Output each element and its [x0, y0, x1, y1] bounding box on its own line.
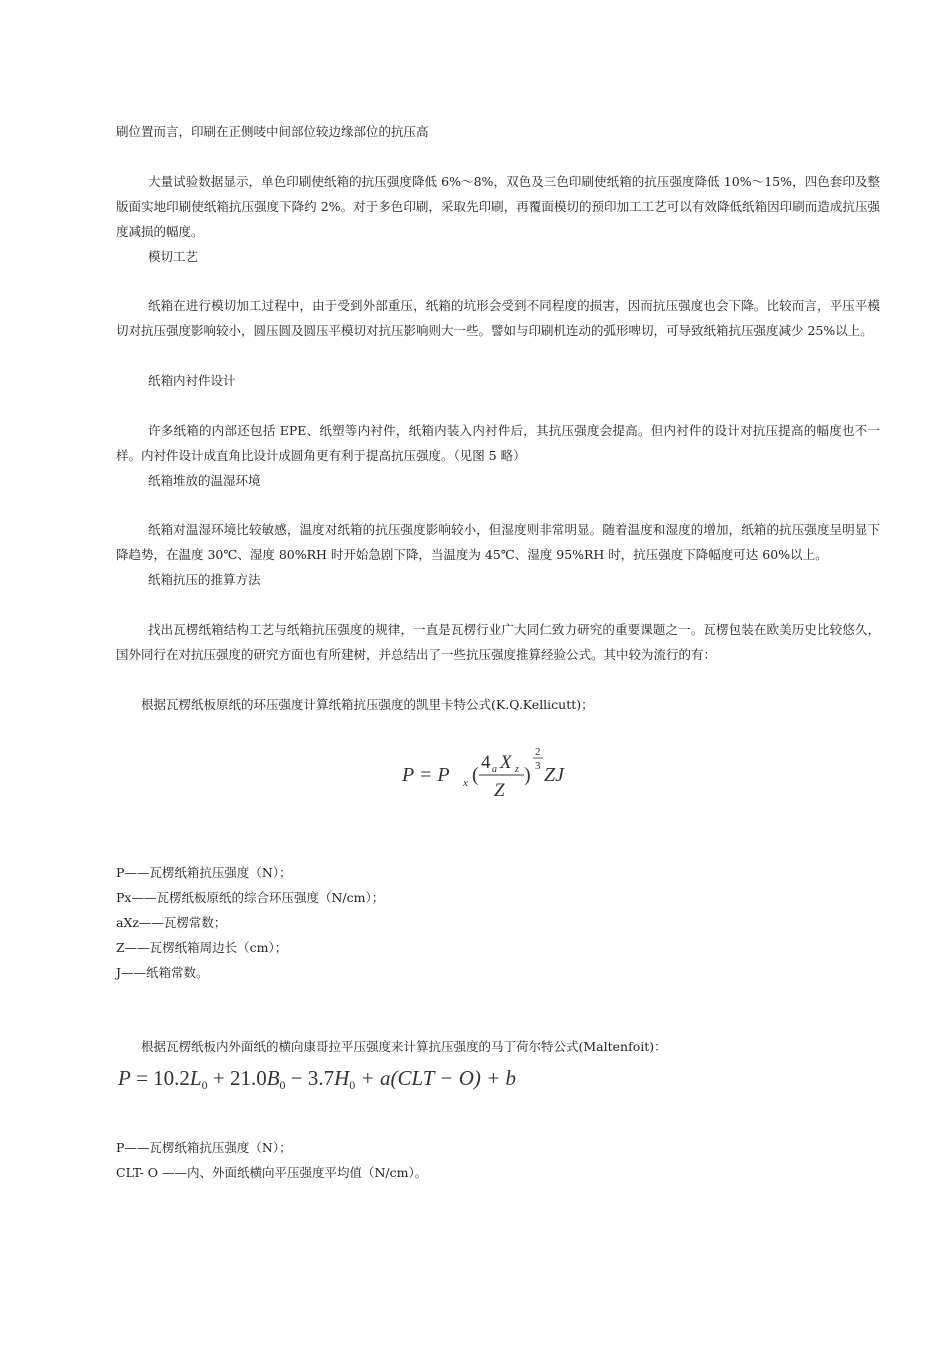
- definition-item: Z——瓦楞纸箱周边长（cm）；: [116, 940, 288, 955]
- formula-num-main: 4: [481, 752, 491, 773]
- formula2-p: P: [118, 1066, 131, 1090]
- formula-tail: ZJ: [544, 764, 564, 786]
- formula-denominator: Z: [494, 780, 505, 801]
- paragraph-inner-lining: 许多纸箱的内部还包括 EPE、纸塑等内衬件，纸箱内装入内衬件后，其抗压强度会提高。但内衬件的设计对抗压提高的幅度也不一样。内衬件设计成直角比设计成圆角更有利于提高抗压强度。（见图 5 略）: [116, 423, 880, 463]
- formula2-b: B: [266, 1066, 280, 1090]
- definition-item: P——瓦楞纸箱抗压强度（N）；: [116, 1140, 292, 1155]
- definition-item: CLT- O ——内、外面纸横向平压强度平均值（N/cm）。: [116, 1165, 428, 1180]
- formula-exp-den: 3: [535, 760, 541, 772]
- formula-close-paren: ): [524, 764, 531, 786]
- formula-kellicutt: [400, 742, 570, 806]
- definition-item: aXz——瓦楞常数；: [116, 915, 227, 930]
- formula2-minus: − 3.7: [285, 1066, 335, 1090]
- definition-item: Px——瓦楞纸板原纸的综合环压强度（N/cm）；: [116, 890, 385, 905]
- formula-kellicutt-intro: 根据瓦楞纸板原纸的环压强度计算纸箱抗压强度的凯里卡特公式(K.Q.Kellicutt)；: [141, 697, 594, 712]
- formula-lhs-sub: x: [463, 777, 468, 789]
- heading-inner-lining: 纸箱内衬件设计: [148, 373, 236, 388]
- paragraph-humidity-environment: 纸箱对温湿环境比较敏感，温度对纸箱的抗压强度影响较小，但湿度则非常明显。随着温度和湿度的增加，纸箱的抗压强度呈明显下降趋势，在温度 30℃、湿度 80%RH 时开始急剧下降，当温度为 45℃、湿度 95%RH 时，抗压强度下降幅度可达 60%以上。: [116, 522, 880, 562]
- formula2-l-sub: 0: [201, 1078, 208, 1092]
- formula-maltenfoit: [118, 1066, 518, 1098]
- formula-maltenfoit-intro: 根据瓦楞纸板内外面纸的横向康哥拉平压强度来计算抗压强度的马丁荷尔特公式(Maltenfoit)：: [141, 1039, 667, 1054]
- formula2-plus1: + 21.0: [207, 1066, 267, 1090]
- definition-item: P——瓦楞纸箱抗压强度（N）；: [116, 865, 292, 880]
- definition-item: J——纸箱常数。: [116, 965, 209, 980]
- formula2-tail: + a(CLT − O) + b: [355, 1066, 517, 1090]
- formula2-b-sub: 0: [279, 1078, 286, 1092]
- paragraph-printing-effect: 大量试验数据显示，单色印刷使纸箱的抗压强度降低 6%～8%，双色及三色印刷使纸箱的抗压强度降低 10%～15%，四色套印及整版面实地印刷使纸箱抗压强度下降约 2%。对于多色印刷，采取先印刷，再覆面模切的预印加工工艺可以有效降低纸箱因印刷而造成抗压强度减损的幅度。: [116, 174, 880, 239]
- formula2-eq: = 10.2: [130, 1066, 190, 1090]
- formula-num-sub: a: [492, 764, 497, 775]
- formula-open-paren: (: [472, 764, 479, 786]
- heading-die-cutting: 模切工艺: [148, 249, 199, 264]
- heading-humidity-environment: 纸箱堆放的温湿环境: [148, 473, 261, 488]
- formula-lhs: P = P: [402, 764, 450, 786]
- formula2-h: H: [334, 1066, 350, 1090]
- text-line-continuation: 刷位置而言，印刷在正侧唛中间部位较边缘部位的抗压高: [116, 124, 429, 139]
- formula2-h-sub: 0: [349, 1078, 356, 1092]
- paragraph-die-cutting: 纸箱在进行模切加工过程中，由于受到外部重压，纸箱的坑形会受到不同程度的损害，因而抗压强度也会下降。比较而言，平压平模切对抗压强度影响较小，圆压圆及圆压平模切对抗压影响则大一些。譬如与印刷机连动的弧形啤切，可导致纸箱抗压强度减少 25%以上。: [116, 298, 880, 338]
- formula2-l: L: [189, 1066, 202, 1090]
- paragraph-estimation-method: 找出瓦楞纸箱结构工艺与纸箱抗压强度的规律，一直是瓦楞行业广大同仁致力研究的重要课题之一。瓦楞包装在欧美历史比较悠久，国外同行在对抗压强度的研究方面也有所建树，并总结出了一些抗压强度推算经验公式。其中较为流行的有：: [116, 622, 880, 662]
- heading-estimation-method: 纸箱抗压的推算方法: [148, 572, 261, 587]
- formula-num-var-sub: z: [515, 764, 519, 775]
- formula-exp-num: 2: [535, 746, 541, 758]
- formula-num-var: X: [500, 752, 512, 773]
